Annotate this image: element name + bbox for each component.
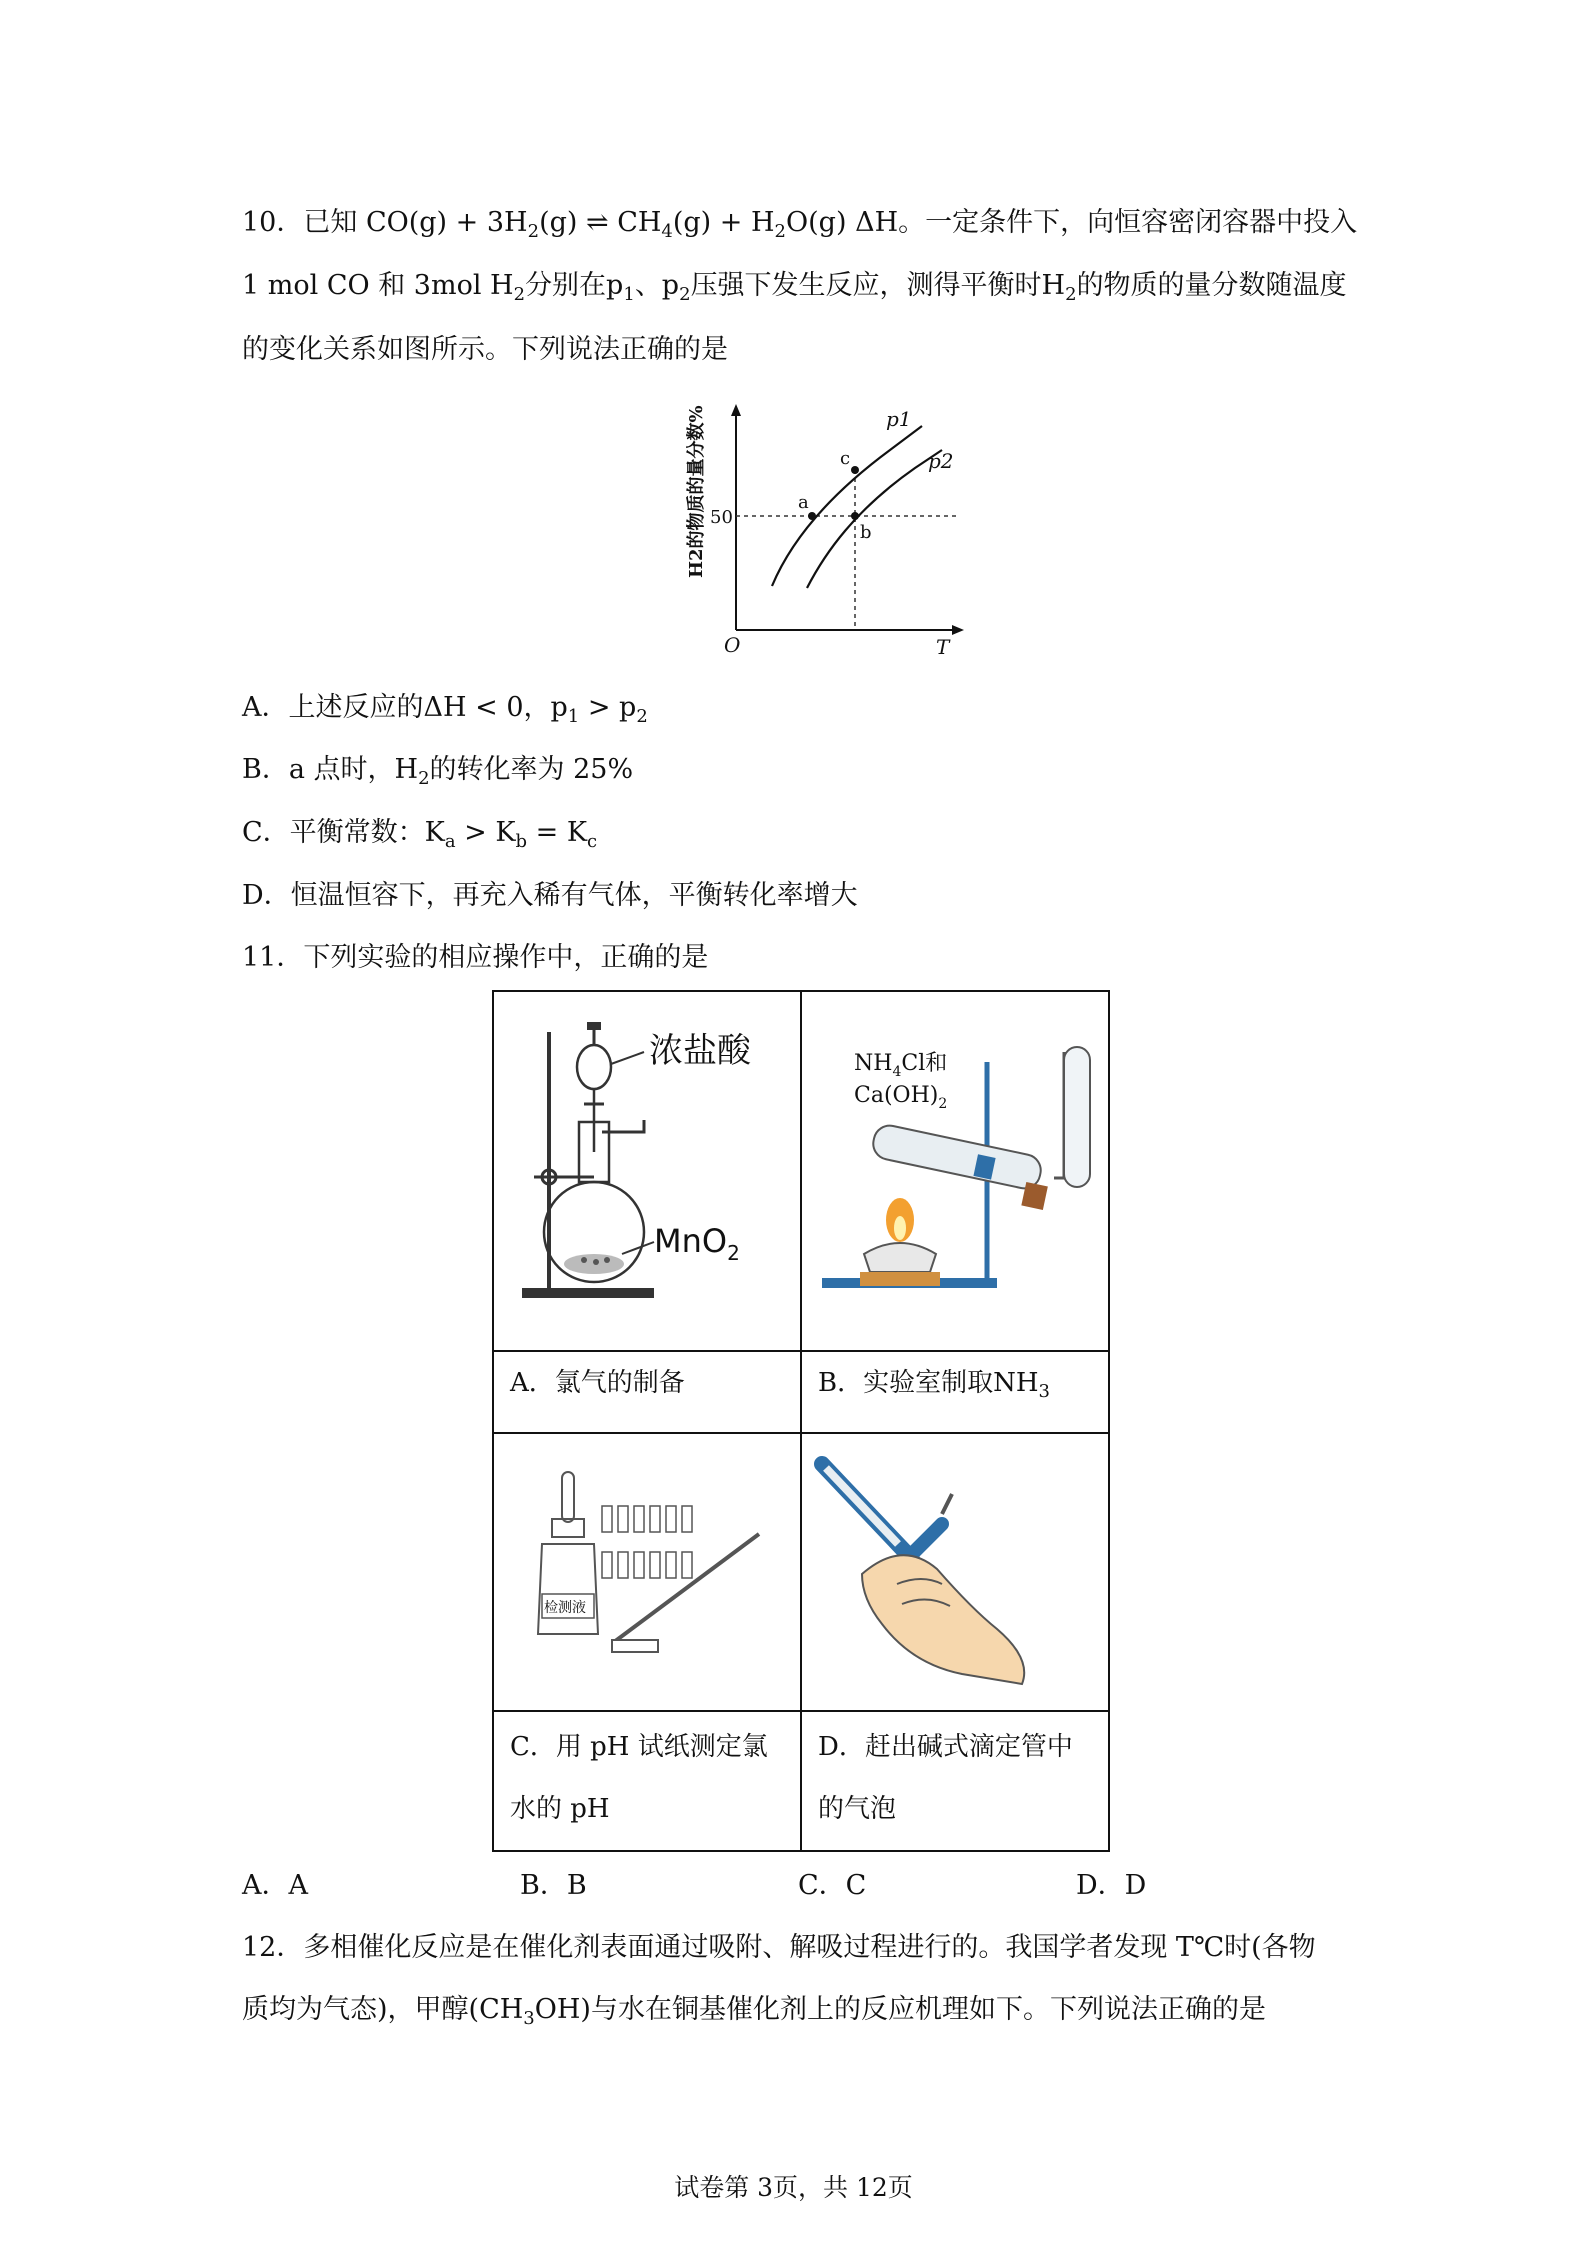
y-axis-label: H2的物质的量分数% — [686, 405, 707, 578]
q10-line2: 1 mol CO 和 3mol $H_2$分别在$p_1$、$p_2$压强下发生反应，测得平衡时$H_2$的物质的量分数随温度 — [242, 270, 1347, 305]
cell-b-caption: B．实验室制取$NH_3$ — [801, 1351, 1109, 1433]
page-footer: 试卷第 3页，共 12页 — [674, 2173, 913, 2202]
cell-d-caption: D．赶出碱式滴定管中的气泡 — [801, 1711, 1109, 1851]
q10-option-a: A．上述反应的ΔH < 0，$p_1 > p_2$ — [242, 692, 648, 727]
label-conc-hcl: 浓盐酸 — [649, 1031, 751, 1071]
cell-c-caption: C．用 pH 试纸测定氯水的 pH — [493, 1711, 801, 1851]
y-axis-arrow — [731, 404, 741, 416]
q10-option-c: C．平衡常数：$K_a > K_b = K_c$ — [242, 817, 598, 852]
q11-answer-c: C．C — [798, 1870, 867, 1901]
q10-option-b: B．a 点时，$H_2$的转化率为 25% — [242, 754, 634, 789]
ammonia-apparatus — [802, 992, 1108, 1346]
point-b-label: b — [860, 522, 872, 543]
q12-line2: 质均为气态)，甲醇$(CH_3OH)$与水在铜基催化剂上的反应机理如下。下列说法正确的是 — [242, 1994, 1266, 2029]
burette-hand — [802, 1434, 1108, 1706]
chlorine-apparatus — [494, 992, 800, 1346]
q10-line1: 10．已知 $CO(g) + 3H_2(g)$ ⇌ $CH_4(g) + H_2O(g)$ ΔH。一定条件下，向恒容密闭容器中投入 — [242, 207, 1358, 242]
q11-answer-a: A．A — [242, 1870, 308, 1901]
q12-line1: 12．多相催化反应是在催化剂表面通过吸附、解吸过程进行的。我国学者发现 T℃时(各物 — [242, 1932, 1316, 1963]
x-axis-arrow — [952, 625, 964, 635]
q10-line3: 的变化关系如图所示。下列说法正确的是 — [242, 334, 728, 365]
cell-a-image — [493, 991, 801, 1351]
label-test-liquid: 检测液 — [544, 1600, 586, 1616]
point-b — [851, 512, 859, 520]
q11-answer-b: B．B — [520, 1870, 587, 1901]
label-caoh2: $Ca(OH)_2$ — [854, 1083, 948, 1112]
label-mno2: MnO$_2$ — [654, 1222, 740, 1265]
q11-answer-d: D．D — [1076, 1870, 1147, 1901]
experiment-table — [492, 990, 1110, 1852]
label-nh4cl: $NH_4Cl$和 — [854, 1051, 948, 1080]
q10-option-d: D．恒温恒容下，再充入稀有气体，平衡转化率增大 — [242, 880, 858, 911]
y-tick-50: 50 — [710, 507, 733, 528]
point-a — [808, 512, 816, 520]
point-c-label: c — [840, 448, 851, 469]
cell-c-image — [493, 1433, 801, 1711]
point-a-label: a — [798, 492, 809, 513]
curve-p2-label: p2 — [928, 449, 954, 473]
ph-paper-apparatus — [494, 1434, 800, 1706]
x-axis-label: T — [936, 635, 950, 659]
origin-label: O — [724, 633, 741, 657]
h2-fraction-graph — [640, 398, 970, 663]
cell-d-image — [801, 1433, 1109, 1711]
cell-a-caption: A．氯气的制备 — [493, 1351, 801, 1433]
curve-p1-label: p1 — [886, 407, 912, 431]
curve-p2 — [807, 450, 942, 588]
point-c — [851, 466, 859, 474]
cell-b-image — [801, 991, 1109, 1351]
q11-stem: 11．下列实验的相应操作中，正确的是 — [242, 942, 709, 973]
